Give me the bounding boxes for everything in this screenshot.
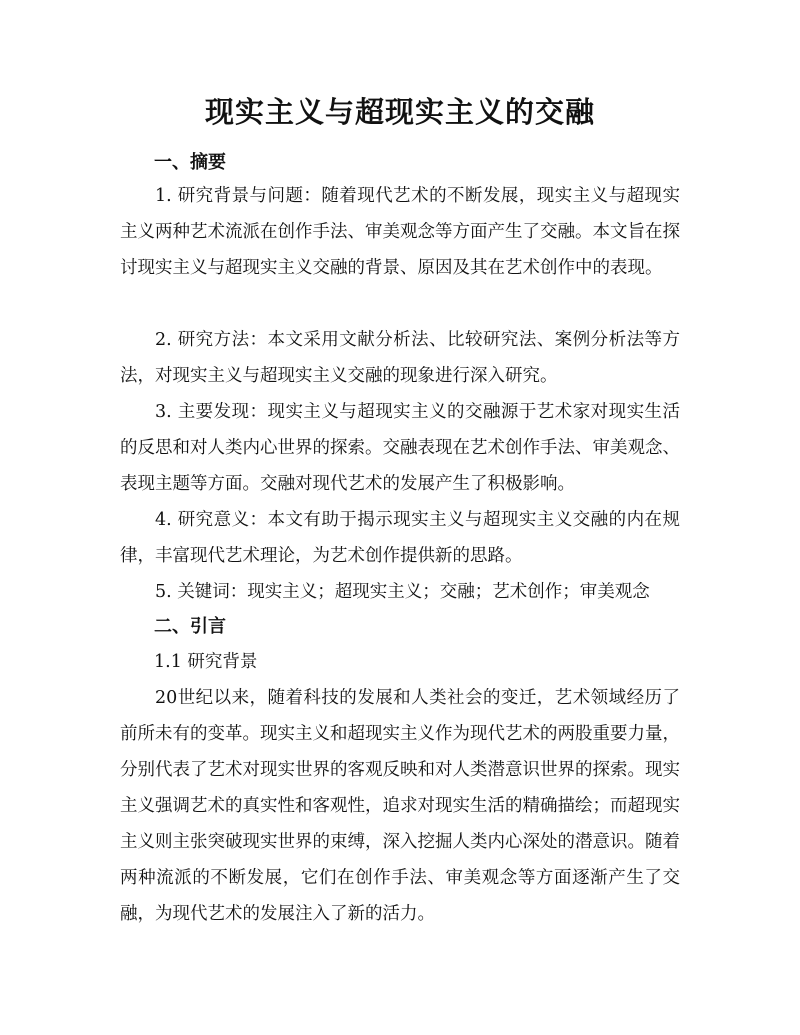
abstract-paragraph-1: 1. 研究背景与问题：随着现代艺术的不断发展，现实主义与超现实主义两种艺术流派在创作手法、审美观念等方面产生了交融。本文旨在探讨现实主义与超现实主义交融的背景、原因及其在艺术创作中的表现。 <box>120 186 680 278</box>
introduction-paragraph-1: 20世纪以来，随着科技的发展和人类社会的变迁，艺术领域经历了前所未有的变革。现实主义和超现实主义作为现代艺术的两股重要力量，分别代表了艺术对现实世界的客观反映和对人类潜意识世界的探索。现实主义强调艺术的真实性和客观性，追求对现实生活的精确描绘；而超现实主义则主张突破现实世界的束缚，深入挖掘人类内心深处的潜意识。随着两种流派的不断发展，它们在创作手法、审美观念等方面逐渐产生了交融，为现代艺术的发展注入了新的活力。 <box>120 688 680 924</box>
section-heading-introduction: 二、引言 <box>154 616 226 637</box>
abstract-paragraph-3: 3. 主要发现：现实主义与超现实主义的交融源于艺术家对现实生活的反思和对人类内心世界的探索。交融表现在艺术创作手法、审美观念、表现主题等方面。交融对现代艺术的发展产生了积极影响。 <box>120 402 680 494</box>
section-heading-abstract: 一、摘要 <box>154 152 226 173</box>
abstract-keywords: 5. 关键词：现实主义；超现实主义；交融；艺术创作；审美观念 <box>155 582 650 602</box>
subsection-heading-background: 1.1 研究背景 <box>154 652 258 672</box>
document-title: 现实主义与超现实主义的交融 <box>204 95 595 129</box>
abstract-paragraph-4: 4. 研究意义：本文有助于揭示现实主义与超现实主义交融的内在规律，丰富现代艺术理论，为艺术创作提供新的思路。 <box>120 510 680 566</box>
abstract-paragraph-2: 2. 研究方法：本文采用文献分析法、比较研究法、案例分析法等方法，对现实主义与超现实主义交融的现象进行深入研究。 <box>120 330 680 386</box>
